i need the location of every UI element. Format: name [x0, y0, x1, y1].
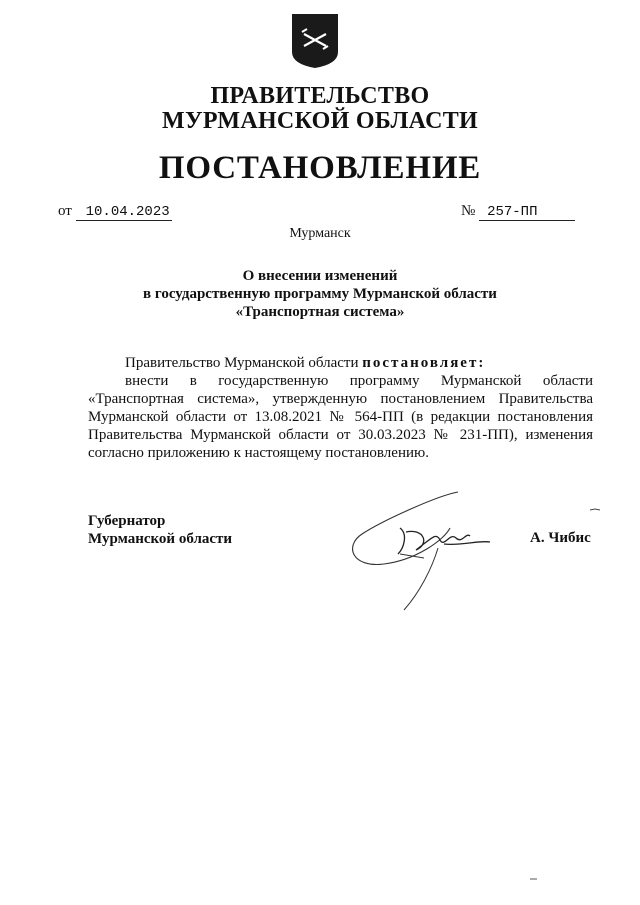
document-date: 10.04.2023	[76, 204, 172, 221]
intro-text: Правительство Мурманской области	[125, 355, 359, 371]
number-prefix: №	[461, 203, 476, 219]
subject-line2: в государственную программу Мурманской области	[143, 286, 497, 302]
city: Мурманск	[289, 226, 351, 241]
signer-position	[88, 512, 232, 548]
subject-line1: О внесении изменений	[242, 268, 398, 284]
stray-mark	[588, 504, 602, 514]
government-name-line2: МУРМАНСКОЙ ОБЛАСТИ	[162, 108, 478, 134]
stray-mark	[529, 876, 539, 882]
decree-intro	[88, 354, 593, 372]
position-line1: Губернатор	[88, 513, 166, 529]
document-number: 257-ПП	[479, 204, 575, 221]
date-field	[58, 203, 172, 221]
signer-name: А. Чибис	[530, 530, 591, 546]
document-type: ПОСТАНОВЛЕНИЕ	[158, 150, 482, 186]
document-body	[88, 354, 593, 462]
coat-of-arms-emblem	[290, 12, 340, 70]
government-name	[0, 84, 640, 134]
document-subject	[0, 267, 640, 321]
government-name-line1: ПРАВИТЕЛЬСТВО	[210, 83, 430, 109]
position-line2: Мурманской области	[88, 531, 233, 547]
handwritten-signature	[340, 488, 510, 620]
number-field	[461, 203, 575, 221]
decree-word: постановляет:	[362, 355, 486, 371]
decree-text: внести в государственную программу Мурманской области «Транспортная система», утвержденную постановлением Правительства Мурманской области от 13.08.2021 № 564-ПП (в редакции постановления Правительства Мурманской области от 30.03.2023 № 231-ПП), изменения согласно приложению к настоящему постановлению.	[88, 373, 593, 461]
date-prefix: от	[58, 203, 72, 219]
subject-line3: «Транспортная система»	[235, 304, 405, 320]
